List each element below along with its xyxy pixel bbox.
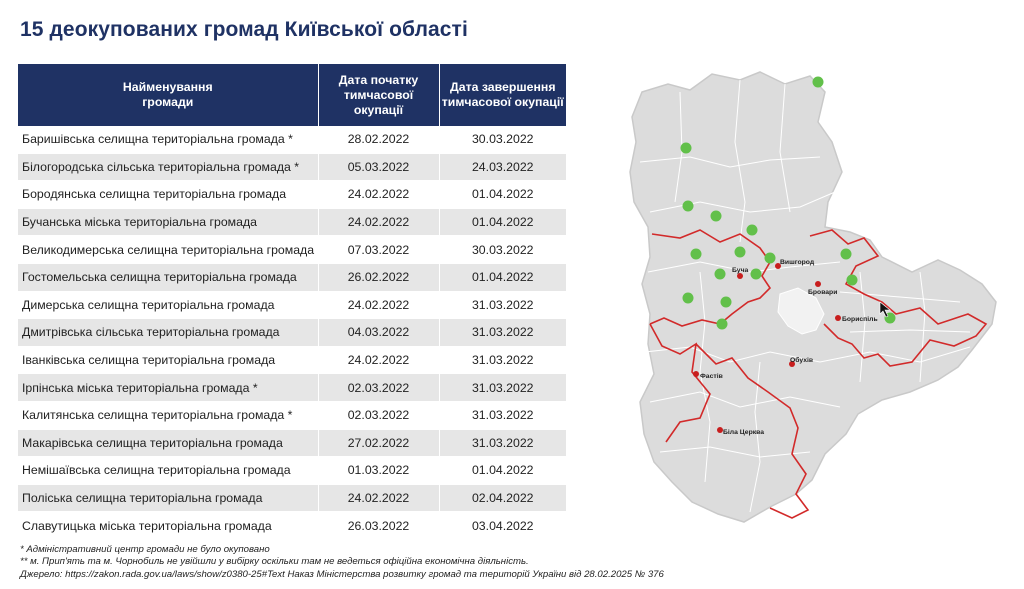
label-obukhiv: Обухів <box>790 357 814 364</box>
cell-end-date: 31.03.2022 <box>439 319 566 347</box>
cell-start-date: 02.03.2022 <box>318 374 439 402</box>
table-row <box>18 263 566 291</box>
footnotes <box>20 544 750 581</box>
table-row <box>18 457 566 485</box>
cell-name: Славутицька міська територіальна громада <box>18 512 318 540</box>
cell-name: Бучанська міська територіальна громада <box>18 208 318 236</box>
marker <box>841 249 852 260</box>
header-start: Дата початку тимчасової окупації <box>318 64 439 126</box>
table-row <box>18 512 566 540</box>
cell-start-date: 05.03.2022 <box>318 153 439 181</box>
marker <box>721 297 732 308</box>
marker <box>765 253 776 264</box>
cell-end-date: 24.03.2022 <box>439 153 566 181</box>
cell-name: Немішаївська селищна територіальна громада <box>18 457 318 485</box>
cell-name: Макарівська селищна територіальна громада <box>18 429 318 457</box>
cell-end-date: 31.03.2022 <box>439 429 566 457</box>
kyiv-oblast-map <box>620 62 1010 542</box>
cell-name: Дмитрівська сільська територіальна громада <box>18 319 318 347</box>
table-row <box>18 236 566 264</box>
table-row <box>18 484 566 512</box>
table-row <box>18 319 566 347</box>
cell-name: Великодимерська селищна територіальна громада <box>18 236 318 264</box>
cell-start-date: 27.02.2022 <box>318 429 439 457</box>
cell-name: Гостомельська селищна територіальна громада <box>18 263 318 291</box>
table-row <box>18 401 566 429</box>
marker <box>747 225 758 236</box>
header-name: Найменування громади <box>18 64 318 126</box>
source-note: Джерело: https://zakon.rada.gov.ua/laws/show/z0380-25#Text Наказ Міністерства розвитку громад та територій України від 28.02.2025 № 376 <box>20 568 664 580</box>
cell-name: Ірпінська міська територіальна громада * <box>18 374 318 402</box>
cell-end-date: 31.03.2022 <box>439 346 566 374</box>
label-bucha: Буча <box>732 267 749 274</box>
footnote-2: ** м. Прип'ять та м. Чорнобиль не увійшли у вибірку оскільки там не ведеться офіційна економічна діяльність. <box>20 556 529 568</box>
label-boryspil: Бориспіль <box>842 316 878 323</box>
table-row <box>18 208 566 236</box>
cell-end-date: 31.03.2022 <box>439 374 566 402</box>
marker <box>691 249 702 260</box>
marker <box>735 247 746 258</box>
cell-start-date: 28.02.2022 <box>318 126 439 153</box>
cell-start-date: 24.02.2022 <box>318 346 439 374</box>
cell-end-date: 01.04.2022 <box>439 263 566 291</box>
footnote-1: * Адміністративний центр громади не було окуповано <box>20 544 270 555</box>
city-marker <box>693 371 699 377</box>
table-header-row <box>18 64 566 126</box>
marker <box>813 77 824 88</box>
marker <box>717 319 728 330</box>
label-bila-tserkva: Біла Церква <box>723 429 765 436</box>
cell-start-date: 26.02.2022 <box>318 263 439 291</box>
table-row <box>18 346 566 374</box>
marker <box>847 275 858 286</box>
occupation-table <box>18 64 566 540</box>
table-row <box>18 181 566 209</box>
cell-end-date: 01.04.2022 <box>439 208 566 236</box>
marker <box>715 269 726 280</box>
marker <box>711 211 722 222</box>
cell-start-date: 24.02.2022 <box>318 208 439 236</box>
cell-end-date: 30.03.2022 <box>439 236 566 264</box>
city-marker <box>815 281 821 287</box>
cell-name: Калитянська селищна територіальна громада * <box>18 401 318 429</box>
cell-end-date: 31.03.2022 <box>439 291 566 319</box>
cell-end-date: 30.03.2022 <box>439 126 566 153</box>
label-brovary: Бровари <box>808 289 838 296</box>
cell-name: Білогородська сільська територіальна громада * <box>18 153 318 181</box>
cell-start-date: 01.03.2022 <box>318 457 439 485</box>
table-row <box>18 153 566 181</box>
cell-name: Іванківська селищна територіальна громада <box>18 346 318 374</box>
cell-name: Поліська селищна територіальна громада <box>18 484 318 512</box>
cell-start-date: 04.03.2022 <box>318 319 439 347</box>
header-end: Дата завершення тимчасової окупації <box>439 64 566 126</box>
label-fastiv: Фастів <box>700 373 723 380</box>
marker <box>681 143 692 154</box>
cell-start-date: 24.02.2022 <box>318 181 439 209</box>
cell-end-date: 02.04.2022 <box>439 484 566 512</box>
city-marker <box>835 315 841 321</box>
cell-start-date: 07.03.2022 <box>318 236 439 264</box>
cell-start-date: 02.03.2022 <box>318 401 439 429</box>
cell-end-date: 31.03.2022 <box>439 401 566 429</box>
cell-name: Димерська селищна територіальна громада <box>18 291 318 319</box>
marker <box>683 293 694 304</box>
table-row <box>18 429 566 457</box>
table-row <box>18 126 566 153</box>
cell-start-date: 24.02.2022 <box>318 291 439 319</box>
cell-end-date: 01.04.2022 <box>439 457 566 485</box>
marker <box>683 201 694 212</box>
cell-start-date: 26.03.2022 <box>318 512 439 540</box>
cell-start-date: 24.02.2022 <box>318 484 439 512</box>
marker <box>751 269 762 280</box>
table-row <box>18 374 566 402</box>
label-vyshhorod: Вишгород <box>780 259 815 266</box>
table-row <box>18 291 566 319</box>
cell-end-date: 03.04.2022 <box>439 512 566 540</box>
map-svg <box>620 62 1010 542</box>
cell-name: Бородянська селищна територіальна громада <box>18 181 318 209</box>
cell-end-date: 01.04.2022 <box>439 181 566 209</box>
page-title: 15 деокупованих громад Київської області <box>20 18 468 41</box>
cell-name: Баришівська селищна територіальна громада * <box>18 126 318 153</box>
